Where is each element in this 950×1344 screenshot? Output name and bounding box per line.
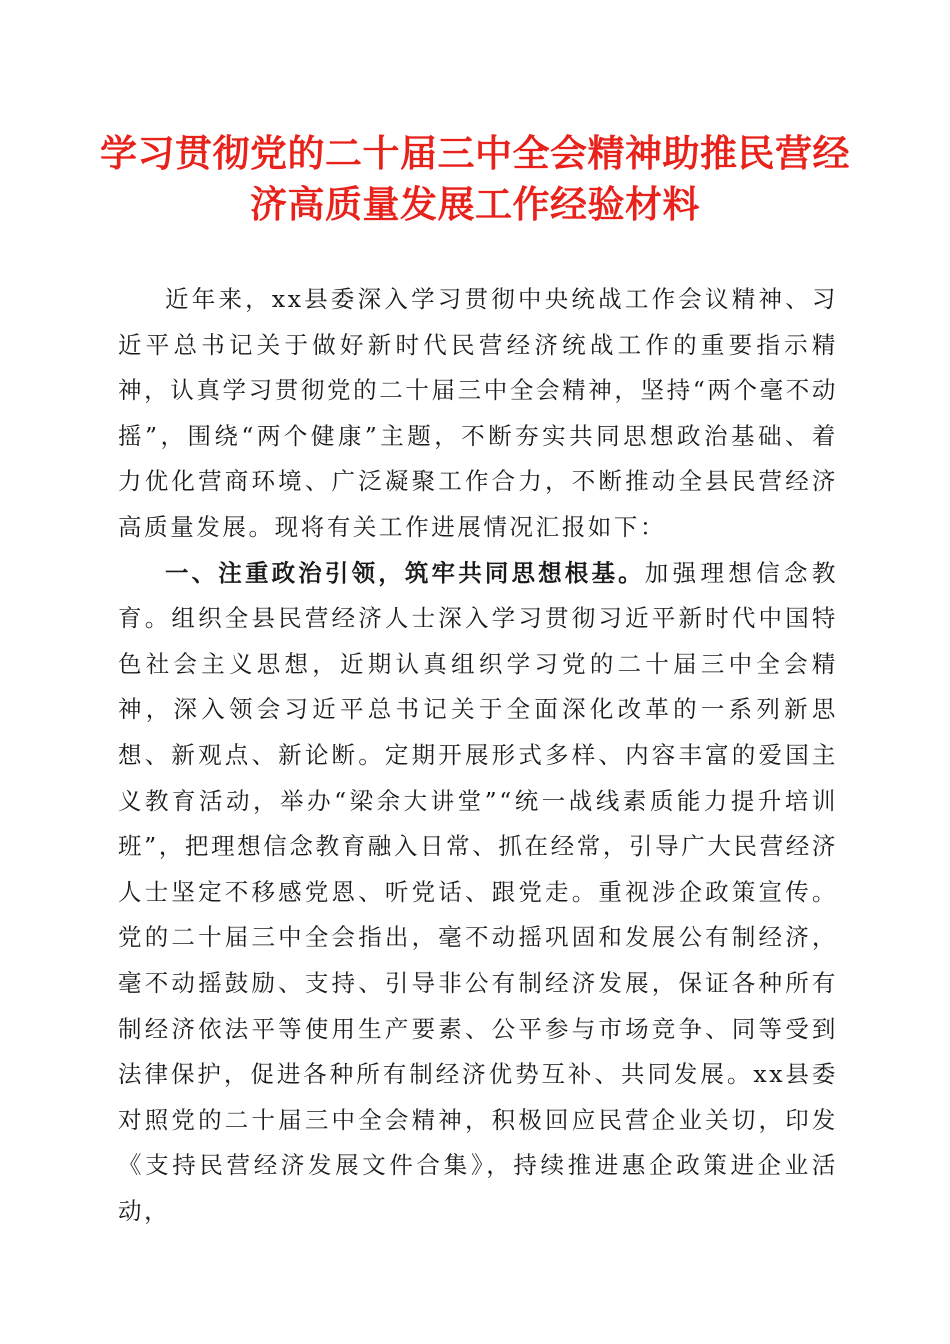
section-one-body: 加强理想信念教育。组织全县民营经济人士深入学习贯彻习近平新时代中国特色社会主义思想，近期认真组织学习党的二十届三中全会精神，深入领会习近平总书记关于全面深化改革的一系列新思想、新观点、新论断。定期开展形式多样、内容丰富的爱国主义教育活动，举办“梁余大讲堂”“统一战线素质能力提升培训班”，把理想信念教育融入日常、抓在经常，引导广大民营经济人士坚定不移感党恩、听党话、跟党走。重视涉企政策宣传。党的二十届三中全会指出，毫不动摇巩固和发展公有制经济，毫不动摇鼓励、支持、引导非公有制经济发展，保证各种所有制经济依法平等使用生产要素、公平参与市场竞争、同等受到法律保护，促进各种所有制经济优势互补、共同发展。xx县委对照党的二十届三中全会精神，积极回应民营企业关切，印发《支持民营经济发展文件合集》，持续推进惠企政策进企业活动， [118,558,839,1225]
title-line-1: 学习贯彻党的二十届三中全会精神助推民营经 [100,131,850,175]
title-line-2: 济高质量发展工作经验材料 [250,182,700,226]
intro-paragraph: 近年来，xx县委深入学习贯彻中央统战工作会议精神、习近平总书记关于做好新时代民营经济统战工作的重要指示精神，认真学习贯彻党的二十届三中全会精神，坚持“两个毫不动摇”，围绕“两个健康”主题，不断夯实共同思想政治基础、着力优化营商环境、广泛凝聚工作合力，不断推动全县民营经济高质量发展。现将有关工作进展情况汇报如下： [118,285,838,541]
section-one-paragraph [118,551,838,1235]
document-title [100,128,850,230]
document-body [118,277,838,1234]
section-one-heading: 一、注重政治引领，筑牢共同思想根基。 [165,558,645,587]
